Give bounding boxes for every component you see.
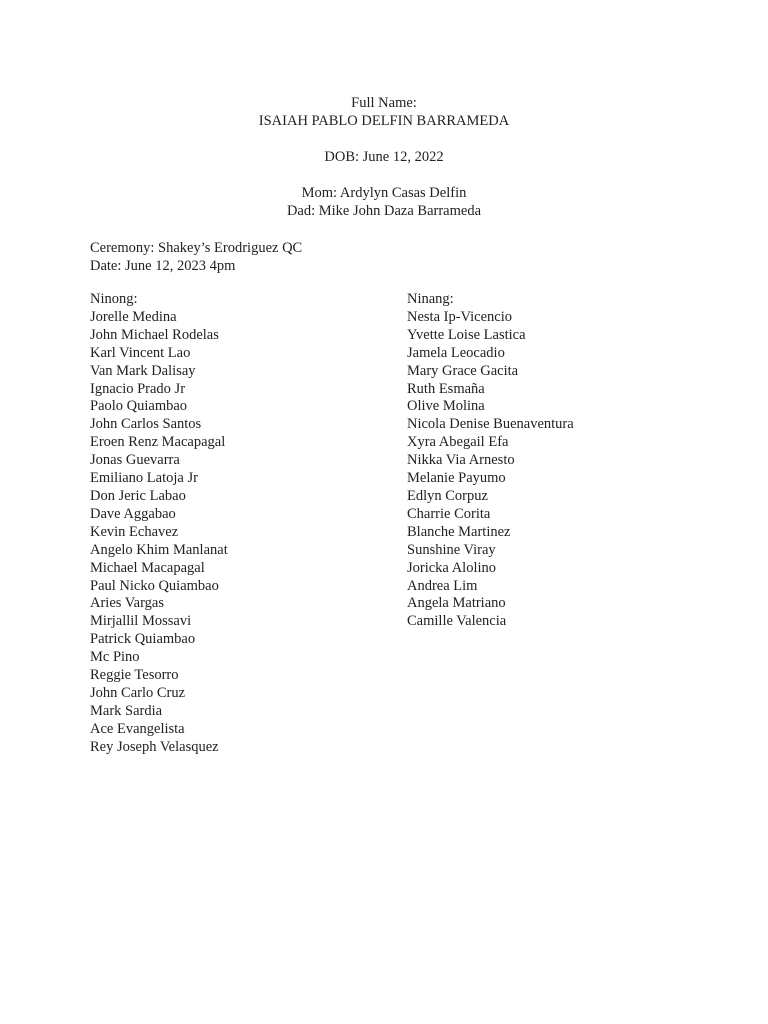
ninong-name: Reggie Tesorro bbox=[90, 667, 179, 684]
ninang-name: Sunshine Viray bbox=[407, 541, 496, 558]
ninong-name: Patrick Quiambao bbox=[90, 631, 196, 648]
ninong-column bbox=[90, 291, 228, 757]
ninang-list bbox=[407, 309, 574, 631]
ninong-name: Ace Evangelista bbox=[90, 720, 185, 737]
ninang-name: Camille Valencia bbox=[407, 613, 507, 630]
ninong-name: Michael Macapagal bbox=[90, 559, 205, 576]
ninong-name: John Carlos Santos bbox=[90, 416, 202, 433]
parents-block bbox=[0, 184, 768, 220]
ninong-name: Eroen Renz Macapagal bbox=[90, 434, 226, 451]
ninang-name: Edlyn Corpuz bbox=[407, 487, 488, 504]
ninang-name: Charrie Corita bbox=[407, 505, 491, 522]
full-name-label: Full Name: bbox=[351, 95, 417, 111]
ninang-name: Nikka Via Arnesto bbox=[407, 452, 515, 469]
ninong-name: Rey Joseph Velasquez bbox=[90, 738, 219, 755]
ninong-name: Van Mark Dalisay bbox=[90, 362, 196, 379]
ninang-name: Joricka Alolino bbox=[407, 559, 497, 576]
ninong-name: Dave Aggabao bbox=[90, 505, 176, 522]
ninang-name: Andrea Lim bbox=[407, 577, 478, 594]
ninong-list bbox=[90, 309, 228, 757]
ninang-name: Melanie Payumo bbox=[407, 470, 506, 487]
ninang-name: Nicola Denise Buenaventura bbox=[407, 416, 574, 433]
ninong-name: Jonas Guevarra bbox=[90, 452, 180, 469]
ninang-name: Yvette Loise Lastica bbox=[407, 326, 526, 343]
ninong-label: Ninong: bbox=[90, 291, 138, 307]
ninong-name: Paolo Quiambao bbox=[90, 398, 188, 415]
ninang-name: Blanche Martinez bbox=[407, 523, 511, 540]
ninang-name: Angela Matriano bbox=[407, 595, 506, 612]
ninong-name: Don Jeric Labao bbox=[90, 487, 186, 504]
dob: DOB: June 12, 2022 bbox=[324, 149, 444, 165]
mom: Mom: Ardylyn Casas Delfin bbox=[301, 185, 467, 201]
dad: Dad: Mike John Daza Barrameda bbox=[286, 203, 482, 219]
event-date: Date: June 12, 2023 4pm bbox=[90, 258, 236, 274]
ninong-name: Aries Vargas bbox=[90, 595, 164, 612]
event-block bbox=[90, 239, 302, 275]
full-name: ISAIAH PABLO DELFIN BARRAMEDA bbox=[258, 113, 510, 129]
ninong-name: John Michael Rodelas bbox=[90, 326, 219, 343]
ninong-name: Angelo Khim Manlanat bbox=[90, 541, 228, 558]
dob-block bbox=[0, 148, 768, 166]
ninang-name: Nesta Ip-Vicencio bbox=[407, 308, 513, 325]
ninang-name: Olive Molina bbox=[407, 398, 485, 415]
ninong-name: Mc Pino bbox=[90, 649, 140, 666]
ninang-label: Ninang: bbox=[407, 291, 454, 307]
ninong-name: Ignacio Prado Jr bbox=[90, 380, 186, 397]
full-name-block bbox=[0, 94, 768, 130]
ceremony: Ceremony: Shakey’s Erodriguez QC bbox=[90, 240, 303, 256]
ninang-name: Jamela Leocadio bbox=[407, 344, 505, 361]
ninong-name: Mirjallil Mossavi bbox=[90, 613, 192, 630]
ninang-name: Mary Grace Gacita bbox=[407, 362, 519, 379]
ninong-name: Kevin Echavez bbox=[90, 523, 179, 540]
ninang-name: Xyra Abegail Efa bbox=[407, 434, 509, 451]
ninong-name: Emiliano Latoja Jr bbox=[90, 470, 198, 487]
ninong-name: Karl Vincent Lao bbox=[90, 344, 191, 361]
ninong-name: John Carlo Cruz bbox=[90, 684, 186, 701]
ninong-name: Mark Sardia bbox=[90, 702, 163, 719]
ninang-column bbox=[407, 291, 574, 631]
ninang-name: Ruth Esmaña bbox=[407, 380, 485, 397]
ninong-name: Jorelle Medina bbox=[90, 308, 177, 325]
ninong-name: Paul Nicko Quiambao bbox=[90, 577, 219, 594]
